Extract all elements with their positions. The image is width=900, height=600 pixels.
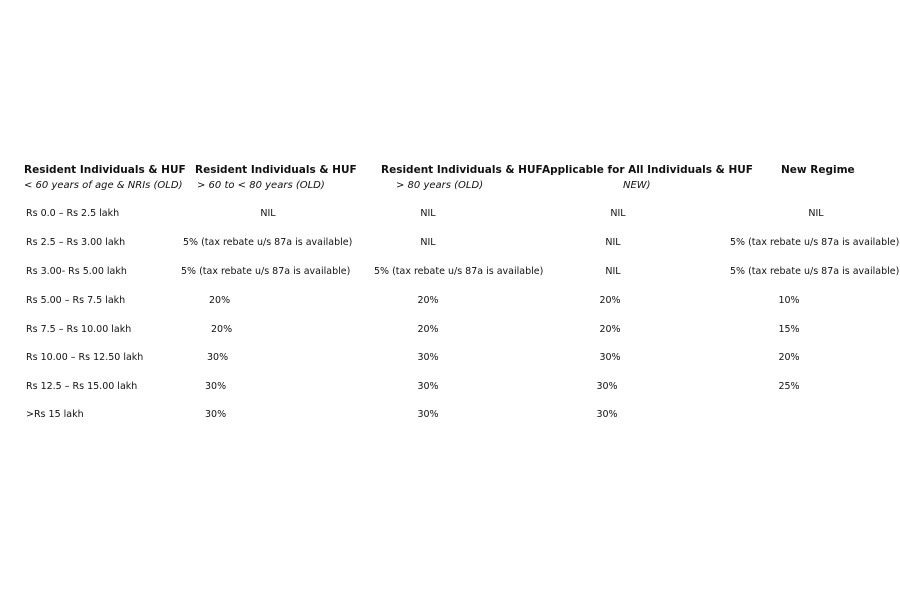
- row-1-col-5: NIL: [808, 208, 824, 219]
- header-col-4-title: Applicable for All Individuals & HUF: [542, 164, 753, 176]
- row-5-income-range: Rs 7.5 – Rs 10.00 lakh: [26, 324, 132, 335]
- row-4-col-3: 20%: [417, 295, 439, 306]
- header-col-1-title: Resident Individuals & HUF: [24, 164, 186, 176]
- row-2-income-range: Rs 2.5 – Rs 3.00 lakh: [26, 237, 126, 248]
- row-3-col-5: 5% (tax rebate u/s 87a is available): [730, 266, 900, 277]
- row-2-col-4: NIL: [605, 237, 621, 248]
- row-7-income-range: Rs 12.5 – Rs 15.00 lakh: [26, 381, 138, 392]
- row-8-income-range: >Rs 15 lakh: [26, 409, 84, 420]
- header-col-2-subtitle: > 60 to < 80 years (OLD): [197, 180, 325, 191]
- row-3-col-4: NIL: [605, 266, 621, 277]
- row-6-income-range: Rs 10.00 – Rs 12.50 lakh: [26, 352, 144, 363]
- row-6-col-5: 20%: [778, 352, 800, 363]
- row-3-col-3: 5% (tax rebate u/s 87a is available): [374, 266, 544, 277]
- row-2-col-2: 5% (tax rebate u/s 87a is available): [183, 237, 353, 248]
- row-1-col-4: NIL: [610, 208, 626, 219]
- row-5-col-2: 20%: [211, 324, 233, 335]
- header-col-3-title: Resident Individuals & HUF: [381, 164, 543, 176]
- row-2-col-5: 5% (tax rebate u/s 87a is available): [730, 237, 900, 248]
- row-7-col-5: 25%: [778, 381, 800, 392]
- header-col-2-title: Resident Individuals & HUF: [195, 164, 357, 176]
- row-2-col-3: NIL: [420, 237, 436, 248]
- row-8-col-4: 30%: [596, 409, 618, 420]
- row-6-col-2: 30%: [207, 352, 229, 363]
- row-1-col-2: NIL: [260, 208, 276, 219]
- row-5-col-3: 20%: [417, 324, 439, 335]
- header-col-5-title: New Regime: [781, 164, 855, 176]
- header-col-3-subtitle: > 80 years (OLD): [396, 180, 484, 191]
- row-4-col-5: 10%: [778, 295, 800, 306]
- row-6-col-3: 30%: [417, 352, 439, 363]
- row-5-col-5: 15%: [778, 324, 800, 335]
- header-col-1-subtitle: < 60 years of age & NRIs (OLD): [24, 180, 183, 191]
- row-4-col-4: 20%: [599, 295, 621, 306]
- row-3-col-2: 5% (tax rebate u/s 87a is available): [181, 266, 351, 277]
- row-7-col-2: 30%: [205, 381, 227, 392]
- row-4-col-2: 20%: [209, 295, 231, 306]
- row-4-income-range: Rs 5.00 – Rs 7.5 lakh: [26, 295, 126, 306]
- row-7-col-4: 30%: [596, 381, 618, 392]
- row-3-income-range: Rs 3.00- Rs 5.00 lakh: [26, 266, 127, 277]
- row-7-col-3: 30%: [417, 381, 439, 392]
- row-1-income-range: Rs 0.0 – Rs 2.5 lakh: [26, 208, 120, 219]
- row-5-col-4: 20%: [599, 324, 621, 335]
- row-8-col-3: 30%: [417, 409, 439, 420]
- header-col-4-subtitle: NEW): [623, 180, 651, 191]
- row-8-col-2: 30%: [205, 409, 227, 420]
- row-6-col-4: 30%: [599, 352, 621, 363]
- row-1-col-3: NIL: [420, 208, 436, 219]
